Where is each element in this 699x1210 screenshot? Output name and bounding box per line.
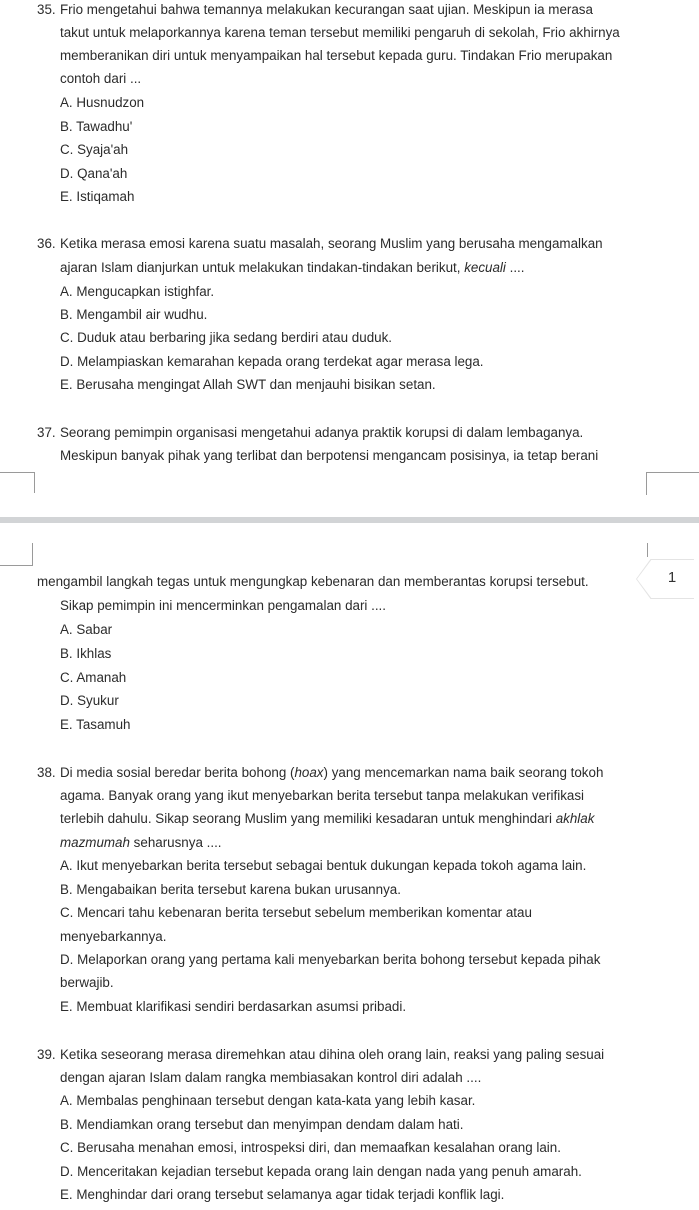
question-39-option-d: D. Menceritakan kejadian tersebut kepada orang lain dengan nada yang penuh amarah. [60, 1164, 582, 1179]
question-number: 39. [37, 1047, 56, 1062]
question-35-option-c: C. Syaja'ah [60, 142, 129, 157]
page-corner-mark [646, 472, 699, 495]
question-38-stem-line [60, 809, 594, 828]
question-38-option-d-cont: berwajib. [60, 975, 114, 990]
emphasis-hoax: hoax [294, 765, 324, 780]
stem-text: ) yang mencemarkan nama baik seorang tokoh [323, 765, 604, 780]
question-36-stem-line [60, 258, 524, 277]
emphasis-akhlak: akhlak [555, 811, 595, 826]
question-35-stem-line: Frio mengetahui bahwa temannya melakukan kecurangan saat ujian. Meskipun ia merasa [60, 2, 593, 17]
question-38-option-a: A. Ikut menyebarkan berita tersebut sebagai bentuk dukungan kepada tokoh agama lain. [60, 858, 587, 873]
question-37-line [37, 423, 583, 442]
question-37-option-c: C. Amanah [60, 670, 127, 685]
question-39-option-a: A. Membalas penghinaan tersebut dengan kata-kata yang lebih kasar. [60, 1093, 476, 1108]
question-35-option-b: B. Tawadhu' [60, 119, 133, 134]
question-number: 36. [37, 236, 56, 251]
stem-text: .... [505, 260, 525, 275]
question-38-option-b: B. Mengabaikan berita tersebut karena bukan urusannya. [60, 882, 401, 897]
question-39-option-e: E. Menghindar dari orang tersebut selamanya agar tidak terjadi konflik lagi. [60, 1187, 505, 1202]
question-38-line [37, 763, 603, 782]
question-38-option-e: E. Membuat klarifikasi sendiri berdasarkan asumsi pribadi. [60, 999, 407, 1014]
page-corner-mark [0, 472, 35, 493]
emphasis-mazmumah: mazmumah [60, 835, 130, 850]
question-38-option-d: D. Melaporkan orang yang pertama kali menyebarkan berita bohong tersebut kepada pihak [60, 952, 601, 967]
question-35-stem-line: memberanikan diri untuk menyampaikan hal tersebut kepada guru. Tindakan Frio merupakan [60, 48, 613, 63]
question-37-option-d: D. Syukur [60, 693, 119, 708]
question-36-line [37, 234, 603, 253]
document-page-top [0, 0, 699, 517]
question-39-option-b: B. Mendiamkan orang tersebut dan menyimpan dendam dalam hati. [60, 1117, 464, 1132]
question-39-line [37, 1045, 604, 1064]
emphasis-kecuali: kecuali [464, 260, 506, 275]
stem-text: Di media sosial beredar berita bohong ( [60, 765, 295, 780]
question-39-stem-line: Ketika seseorang merasa diremehkan atau dihina oleh orang lain, reaksi yang paling sesuai [60, 1047, 605, 1062]
question-38-option-c-cont: menyebarkannya. [60, 929, 167, 944]
question-35-stem-line: takut untuk melaporkannya karena teman tersebut memiliki pengaruh di sekolah, Frio akhirnya [60, 25, 620, 40]
question-39-option-c: C. Berusaha menahan emosi, introspeksi diri, dan memaafkan kesalahan orang lain. [60, 1140, 561, 1155]
question-36-option-a: A. Mengucapkan istighfar. [60, 284, 215, 299]
question-37-option-b: B. Ikhlas [60, 646, 112, 661]
question-number: 37. [37, 425, 56, 440]
question-36-stem-line: Ketika merasa emosi karena suatu masalah, seorang Muslim yang berusaha mengamalkan [60, 236, 603, 251]
question-37-option-e: E. Tasamuh [60, 717, 131, 732]
question-35-option-e: E. Istiqamah [60, 189, 135, 204]
question-38-stem-line [60, 833, 222, 852]
page-corner-mark [0, 543, 33, 566]
question-38-stem-line: agama. Banyak orang yang ikut menyebarkan berita tersebut tanpa melakukan verifikasi [60, 788, 585, 803]
stem-text: ajaran Islam dianjurkan untuk melakukan tindakan-tindakan berikut, [60, 260, 465, 275]
stem-text: terlebih dahulu. Sikap seorang Muslim yang memiliki kesadaran untuk menghindari [60, 811, 556, 826]
question-35-option-a: A. Husnudzon [60, 95, 145, 110]
question-37-option-a: A. Sabar [60, 622, 113, 637]
page-corner-mark [647, 543, 699, 557]
stem-text: seharusnya .... [129, 835, 222, 850]
question-37-stem-line: Seorang pemimpin organisasi mengetahui adanya praktik korupsi di dalam lembaganya. [60, 425, 584, 440]
question-39-stem-line: dengan ajaran Islam dalam rangka membiasakan kontrol diri adalah .... [60, 1070, 482, 1085]
question-37-stem-line: Meskipun banyak pihak yang terlibat dan berpotensi mengancam posisinya, ia tetap berani [60, 448, 599, 463]
question-36-option-b: B. Mengambil air wudhu. [60, 307, 208, 322]
page-number: 1 [667, 569, 677, 586]
question-36-option-c: C. Duduk atau berbaring jika sedang berdiri atau duduk. [60, 330, 393, 345]
question-number: 35. [37, 2, 56, 17]
question-35-line [37, 0, 593, 19]
question-35-option-d: D. Qana'ah [60, 166, 128, 181]
question-37-stem-line: Sikap pemimpin ini mencerminkan pengamalan dari .... [60, 598, 386, 613]
question-37-stem-line: mengambil langkah tegas untuk mengungkap kebenaran dan memberantas korupsi tersebut. [37, 574, 589, 589]
question-38-option-c: C. Mencari tahu kebenaran berita tersebut sebelum memberikan komentar atau [60, 905, 532, 920]
question-36-option-e: E. Berusaha mengingat Allah SWT dan menjauhi bisikan setan. [60, 377, 436, 392]
question-36-option-d: D. Melampiaskan kemarahan kepada orang terdekat agar merasa lega. [60, 354, 484, 369]
question-number: 38. [37, 765, 56, 780]
question-35-stem-line: contoh dari ... [60, 71, 142, 86]
